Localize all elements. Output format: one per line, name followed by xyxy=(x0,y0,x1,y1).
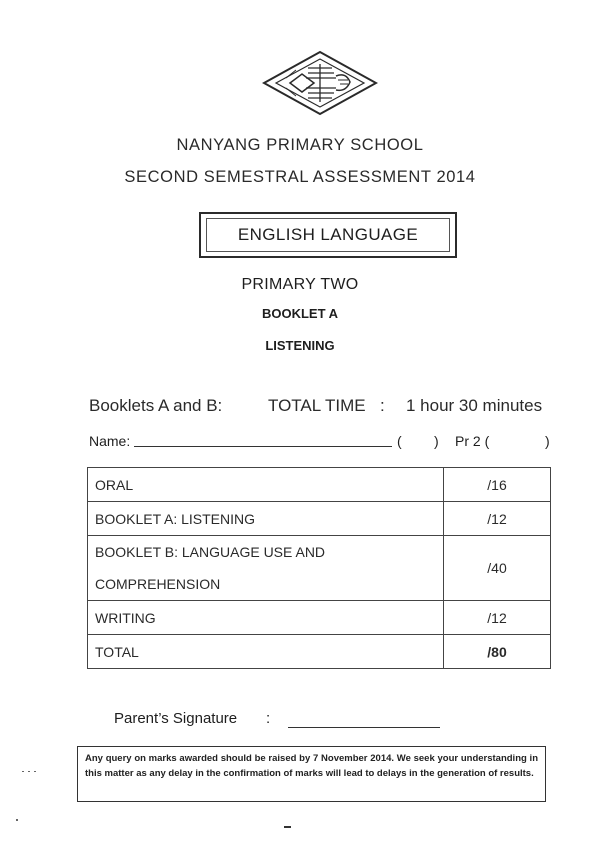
component-cell: WRITING xyxy=(88,601,444,635)
component-cell: BOOKLET A: LISTENING xyxy=(88,502,444,536)
component-cell xyxy=(88,536,444,601)
scan-speck xyxy=(34,771,36,772)
component-line-2: COMPREHENSION xyxy=(95,576,221,592)
name-field[interactable] xyxy=(134,446,392,447)
name-label: Name: xyxy=(89,433,131,449)
level-label: PRIMARY TWO xyxy=(241,276,359,293)
total-time-label: TOTAL TIME xyxy=(268,396,366,415)
parent-signature-label: Parent’s Signature xyxy=(114,710,238,727)
scan-speck xyxy=(22,771,24,772)
class-label: Pr 2 ( xyxy=(455,433,490,449)
total-time-value: 1 hour 30 minutes xyxy=(406,396,543,415)
scan-speck xyxy=(284,826,291,828)
paper-label: LISTENING xyxy=(265,338,335,353)
time-colon: : xyxy=(380,396,385,415)
booklets-label: Booklets A and B: xyxy=(89,396,223,415)
marks-table xyxy=(87,467,551,669)
parent-signature-field[interactable] xyxy=(288,727,440,728)
mark-cell: /12 xyxy=(444,502,551,536)
index-paren-open: ( xyxy=(397,433,402,449)
total-cell: TOTAL xyxy=(88,635,444,669)
table-row xyxy=(88,536,551,601)
assessment-title: SECOND SEMESTRAL ASSESSMENT 2014 xyxy=(124,168,476,186)
school-crest-icon xyxy=(262,50,378,116)
time-row xyxy=(0,396,600,418)
subject-box xyxy=(199,212,457,258)
notice-box: Any query on marks awarded should be raised by 7 November 2014. We seek your understanding in this matter as any delay in the confirmation of marks will lead to delays in the generation of results. xyxy=(77,746,546,802)
mark-cell: /16 xyxy=(444,468,551,502)
table-row xyxy=(88,502,551,536)
mark-cell: /40 xyxy=(444,536,551,601)
booklet-label: BOOKLET A xyxy=(261,306,339,321)
school-name: NANYANG PRIMARY SCHOOL xyxy=(176,136,424,154)
table-row xyxy=(88,601,551,635)
table-row xyxy=(88,468,551,502)
parent-signature-colon: : xyxy=(266,710,271,727)
component-cell: ORAL xyxy=(88,468,444,502)
scan-speck xyxy=(28,771,30,772)
subject-title: ENGLISH LANGUAGE xyxy=(206,218,450,252)
index-paren-close: ) xyxy=(434,433,439,449)
mark-cell: /12 xyxy=(444,601,551,635)
class-paren-close: ) xyxy=(545,433,550,449)
scan-speck xyxy=(16,819,18,821)
table-row xyxy=(88,635,551,669)
total-mark-cell: /80 xyxy=(444,635,551,669)
component-line-1: BOOKLET B: LANGUAGE USE AND xyxy=(95,544,326,560)
